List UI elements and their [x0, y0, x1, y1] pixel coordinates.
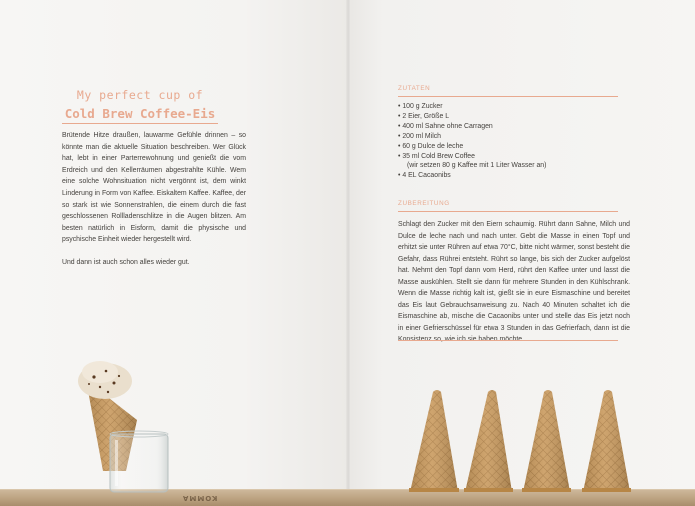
ingredient-item: • 200 ml Milch	[398, 132, 442, 140]
waffle-cone	[464, 390, 513, 492]
waffle-cones-row	[409, 390, 631, 492]
ice-cream-cone-in-glass	[78, 361, 168, 492]
ingredients-heading: ZUTATEN	[398, 85, 431, 92]
glass-jar	[110, 431, 168, 492]
ingredient-item: • 35 ml Cold Brew Coffee	[398, 152, 475, 160]
ingredient-item: • 2 Eier, Größe L	[398, 112, 450, 120]
shelf-stamp: KOMMA	[182, 494, 218, 502]
title-kicker: My perfect cup of	[76, 88, 204, 102]
ingredient-item: • 100 g Zucker	[398, 103, 443, 110]
intro-paragraph: Brütende Hitze draußen, lauwarme Gefühle drinnen – so könnte man die aktuelle Situation beschreiben. Wer Glück hat, lebt in einer Parterrewohnung und genießt die vom Erdreich und den Kellerräumen abgestrahlte Kühle. Wem eine solche Wohnsituation nicht vergönnt ist, dem winkt Linderung in Form von Kaffee. Eiskaltem Kaffee. Kaffee, der so stark ist wie Sonnenstrahlen, die einem durch die fast geschlossenen Rollladenschlitze in die Augen blitzen. Am besten natürlich in Eisform, damit die physische und psychische Einheit wieder hergestellt wird.	[62, 132, 246, 244]
ingredient-note: (wir setzen 80 g Kaffee mit 1 Liter Wasser an)	[407, 162, 547, 170]
waffle-cone	[409, 390, 459, 492]
ingredient-item: • 4 EL Cacaonibs	[398, 172, 451, 180]
waffle-cone	[522, 390, 571, 492]
intro-paragraph: Und dann ist auch schon alles wieder gut.	[62, 258, 190, 266]
title-main: Cold Brew Coffee-Eis	[64, 106, 216, 121]
waffle-cone	[582, 390, 631, 492]
ice-cream-scoop	[78, 361, 132, 399]
method-text: Schlagt den Zucker mit den Eiern schaumig. Rührt dann Sahne, Milch und Dulce de leche nach und nach unter. Gebt die Masse in einen Topf und erhitzt sie unter Rühren auf etwa 70°C, bitte nicht wärmer, sonst besteht die Gefahr, dass Rührei entsteht. Rührt so lange, bis sich der Zucker aufgelöst hat. Nehmt den Topf dann vom Herd, rührt den Kaffee unter und lasst die Masse auskühlen. Stellt sie dann für mehrere Stunden in den Kühlschrank. Wenn die Masse richtig kalt ist, gießt sie in eure Eismaschine und bereitet das Eis laut Gebrauchsanweisung zu. Nach 40 Minuten schaltet ich die Eismaschine ab, mische die Cacaonibs unter und stelle das Eis jetzt noch in einer Gefrierschüssel für etwa 3 Stunden in das Gefrierfach, dann ist die	[398, 221, 630, 332]
ingredient-item: • 60 g Dulce de leche	[398, 142, 464, 150]
ingredient-item: • 400 ml Sahne ohne Carragen	[398, 122, 493, 130]
method-heading: ZUBEREITUNG	[398, 200, 450, 207]
